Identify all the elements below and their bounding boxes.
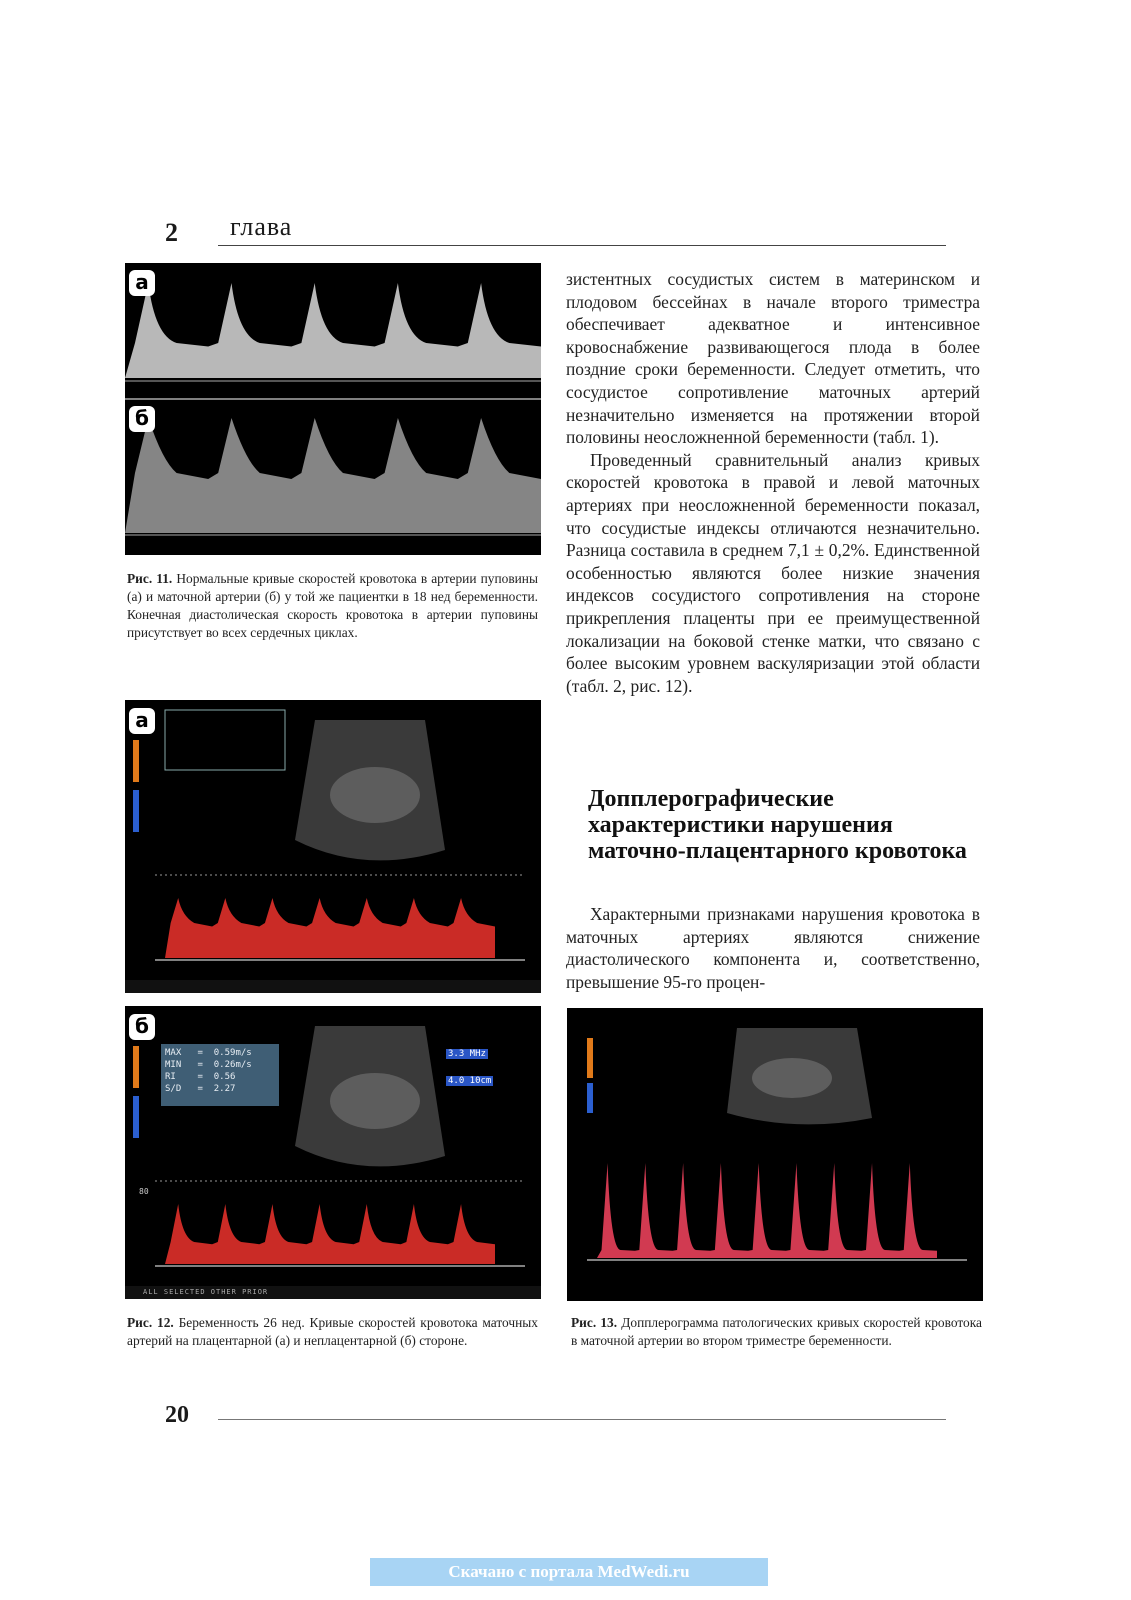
fig11-badge-a: а — [129, 270, 155, 296]
fig12b-depth-readout: 4.0 10cm — [448, 1076, 492, 1086]
body-paragraph-2: Проведенный сравнительный анализ кривых скоростей кровотока в правой и левой маточных артериях при неосложненной беременности показал, что сосудистые индексы отличаются незначительно. Разница составила в среднем 7,1 ± 0,2%. Единственной особенностью являются более низкие значения индексов сосудистого сопротивления на стороне прикрепления плаценты при ее преимущественной локализации на боковой стенке матки, что связано с более высоким уровнем васкуляризации этой области (табл. 2, рис. 12). — [566, 449, 980, 696]
body-paragraph-1: зистентных сосудистых систем в материнском и плодовом бессейнах в начале второго триместра обеспечивает адекватное и интенсивное кровоснабжение развивающегося плода в более поздние сроки беременности. Следует отметить, что сосудистое сопротивление маточных артерий незначительно изменяется на протяжении второй половины неосложненной беременности (табл. 1). — [566, 269, 980, 448]
fig12b-scale-label: 80 — [139, 1187, 149, 1196]
color-scale-blue — [133, 1096, 139, 1138]
fig13-caption-text: Допплерограмма патологических кривых скоростей кровотока в маточной артерии во втором триместре беременности. — [571, 1315, 982, 1348]
color-scale-orange — [133, 1046, 139, 1088]
fig12a-graphic — [125, 700, 541, 993]
pathologic-doppler-spectrum — [597, 1163, 937, 1258]
fig13-ultrasound-image — [567, 1008, 983, 1301]
fig12b-measurements — [165, 1047, 252, 1095]
umbilical-artery-waveform — [125, 283, 541, 378]
fig11-badge-b: б — [129, 406, 155, 432]
body-text-top — [566, 268, 980, 697]
fig12a-ultrasound-image — [125, 700, 541, 993]
fig11-caption-text: Нормальные кривые скоростей кровотока в артерии пуповины (а) и маточной артерии (б) у той же пациентки в 18 нед беременности. Конечная диастолическая скорость кровотока в артерии пуповины присутствует во всех сердечных циклах. — [127, 571, 538, 640]
fig12b-measurement-row: MAX = 0.59m/s — [165, 1048, 252, 1058]
fig11-caption — [127, 570, 538, 642]
body-text-bottom — [566, 903, 980, 993]
ultrasound-echo — [330, 1073, 420, 1129]
ultrasound-echo — [330, 767, 420, 823]
fig12b-measurement-row: MIN = 0.26m/s — [165, 1060, 252, 1070]
fig12b-badge: б — [129, 1014, 155, 1040]
fig12b-frequency-readout: 3.3 MHz — [448, 1049, 486, 1059]
fig13-caption-label: Рис. 13. — [571, 1315, 618, 1330]
footer-rule — [218, 1419, 946, 1420]
header-rule — [218, 245, 946, 246]
ultrasound-echo — [752, 1058, 832, 1098]
fig13-caption — [571, 1314, 982, 1350]
doppler-spectrum — [165, 1204, 495, 1264]
color-scale-orange — [133, 740, 139, 782]
chapter-number: 2 — [165, 218, 178, 247]
chapter-heading: глава — [230, 212, 293, 241]
fig12b-measurement-row: S/D = 2.27 — [165, 1084, 236, 1094]
section-heading: Допплерографические характеристики нарушения маточно-плацентарного кровотока — [588, 786, 967, 864]
fig12-caption — [127, 1314, 538, 1350]
fig11-waveform-graphic — [125, 263, 541, 555]
download-watermark: Скачано с портала MedWedi.ru — [370, 1558, 768, 1586]
fig12b-measurement-row: RI = 0.56 — [165, 1072, 236, 1082]
color-scale-blue — [587, 1083, 593, 1113]
fig11-doppler-image — [125, 263, 541, 555]
info-box — [165, 710, 285, 770]
fig12-caption-label: Рис. 12. — [127, 1315, 174, 1330]
fig12a-badge: а — [129, 708, 155, 734]
uterine-artery-waveform — [125, 418, 541, 533]
fig11-caption-label: Рис. 11. — [127, 571, 173, 586]
doppler-spectrum — [165, 898, 495, 958]
page-number: 20 — [165, 1402, 189, 1428]
fig12b-ultrasound-image — [125, 1006, 541, 1299]
fig12-caption-text: Беременность 26 нед. Кривые скоростей кровотока маточных артерий на плацентарной (а) и неплацентарной (б) стороне. — [127, 1315, 538, 1348]
status-bar — [125, 980, 541, 993]
fig12b-bottom-bar: ALL SELECTED OTHER PRIOR — [143, 1288, 269, 1296]
body-paragraph-3: Характерными признаками нарушения кровотока в маточных артериях являются снижение диастолического компонента и, соответственно, превышение 95-го процен- — [566, 904, 980, 992]
fig13-graphic — [567, 1008, 983, 1301]
color-scale-blue — [133, 790, 139, 832]
color-scale-orange — [587, 1038, 593, 1078]
